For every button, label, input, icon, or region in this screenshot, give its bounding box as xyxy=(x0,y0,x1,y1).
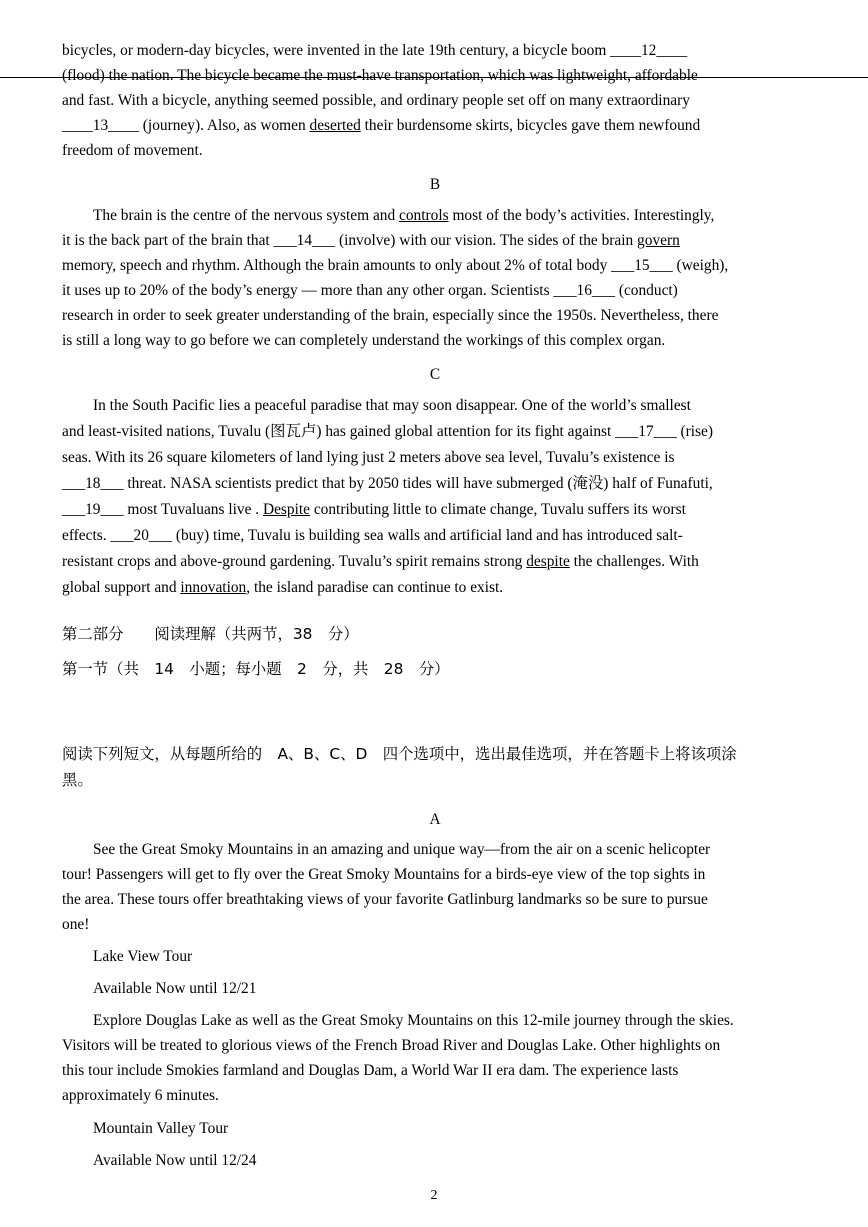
text-line xyxy=(62,113,808,138)
part-title: 第二部分 阅读理解（共两节，38 分） xyxy=(62,625,359,643)
text-line: approximately 6 minutes. xyxy=(62,1087,219,1104)
text-line: the area. These tours offer breathtaking views of your favorite Gatlinburg landmarks so be sure to pursue xyxy=(62,891,708,908)
instruction-line: 黑。 xyxy=(62,771,93,789)
text-line: freedom of movement. xyxy=(62,142,203,159)
text-line xyxy=(62,497,808,523)
text-line xyxy=(62,575,808,601)
text-line: seas. With its 26 square kilometers of land lying just 2 meters above sea level, Tuvalu’s existence is xyxy=(62,449,675,466)
text-line: See the Great Smoky Mountains in an amazing and unique way—from the air on a scenic helicopter xyxy=(93,841,711,858)
text-line: is still a long way to go before we can completely understand the workings of this complex organ. xyxy=(62,332,666,349)
tour-availability: Available Now until 12/21 xyxy=(93,980,257,997)
text-line: Explore Douglas Lake as well as the Great Smoky Mountains on this 12-mile journey through the skies. xyxy=(93,1012,734,1029)
text-line: this tour include Smokies farmland and Douglas Dam, a World War II era dam. The experience lasts xyxy=(62,1062,679,1079)
tour-description xyxy=(62,1008,808,1108)
text-span: their burdensome skirts, bicycles gave them newfound xyxy=(360,117,701,134)
text-line: one! xyxy=(62,916,90,933)
text-span: global support and xyxy=(62,579,181,596)
text-line: (flood) the nation. The bicycle became the must-have transportation, which was lightweight, affordable xyxy=(62,67,698,84)
underlined-word: deserted xyxy=(309,117,361,134)
passage-top xyxy=(62,38,808,163)
section-heading-c: C xyxy=(429,366,441,383)
text-span: contributing little to climate change, Tuvalu suffers its worst xyxy=(309,501,686,518)
passage-c xyxy=(62,393,808,601)
underlined-word: Despite xyxy=(262,501,310,518)
instruction-line: 阅读下列短文，从每题所给的 A、B、C、D 四个选项中，选出最佳选项，并在答题卡上将该项涂 xyxy=(62,745,737,763)
passage-a xyxy=(62,837,808,937)
text-span: ____13____ (journey). Also, as women xyxy=(62,117,310,134)
passage-b xyxy=(62,203,808,353)
text-span: most of the body’s activities. Interestingly, xyxy=(448,207,715,224)
underlined-word: controls xyxy=(399,207,449,224)
text-line: it uses up to 20% of the body’s energy — more than any other organ. Scientists ___16___ (conduct) xyxy=(62,282,678,299)
text-span: ___19___ most Tuvaluans live . xyxy=(62,501,263,518)
section-heading-a: A xyxy=(429,811,441,828)
text-span: the challenges. With xyxy=(569,553,699,570)
tour-name: Lake View Tour xyxy=(93,948,193,965)
text-line: ___18___ threat. NASA scientists predict that by 2050 tides will have submerged (淹没) half of Funafuti, xyxy=(62,475,713,492)
text-line: and least-visited nations, Tuvalu (图瓦卢) has gained global attention for its fight against ___17___ (rise) xyxy=(62,423,714,440)
underlined-word: innovation xyxy=(180,579,247,596)
tour-availability: Available Now until 12/24 xyxy=(93,1152,257,1169)
text-line: Visitors will be treated to glorious views of the French Broad River and Douglas Lake. Other highlights on xyxy=(62,1037,721,1054)
underlined-word: govern xyxy=(637,232,680,249)
text-line: In the South Pacific lies a peaceful paradise that may soon disappear. One of the world’s smallest xyxy=(93,397,691,414)
text-line: tour! Passengers will get to fly over the Great Smoky Mountains for a birds-eye view of the top sights in xyxy=(62,866,706,883)
underlined-word: despite xyxy=(526,553,570,570)
tour-name: Mountain Valley Tour xyxy=(93,1120,229,1137)
text-line: research in order to seek greater understanding of the brain, especially since the 1950s. Nevertheless, there xyxy=(62,307,719,324)
text-line: memory, speech and rhythm. Although the brain amounts to only about 2% of total body ___15___ (weigh), xyxy=(62,257,729,274)
section-heading-b: B xyxy=(429,176,441,193)
text-line xyxy=(62,203,808,228)
text-line xyxy=(62,549,808,575)
text-span: resistant crops and above-ground gardening. Tuvalu’s spirit remains strong xyxy=(62,553,527,570)
section-subtitle: 第一节（共 14 小题；每小题 2 分，共 28 分） xyxy=(62,660,450,678)
text-line: bicycles, or modern-day bicycles, were invented in the late 19th century, a bicycle boom ____12____ xyxy=(62,42,688,59)
text-line: and fast. With a bicycle, anything seemed possible, and ordinary people set off on many extraordinary xyxy=(62,92,690,109)
text-span: , the island paradise can continue to exist. xyxy=(246,579,504,596)
page-number: 2 xyxy=(430,1188,438,1203)
text-line: effects. ___20___ (buy) time, Tuvalu is building sea walls and artificial land and has introduced salt- xyxy=(62,527,683,544)
text-span: it is the back part of the brain that ___14___ (involve) with our vision. The sides of the brain xyxy=(62,232,638,249)
text-line xyxy=(62,228,808,253)
text-span: The brain is the centre of the nervous system and xyxy=(93,207,400,224)
instruction xyxy=(62,741,832,793)
